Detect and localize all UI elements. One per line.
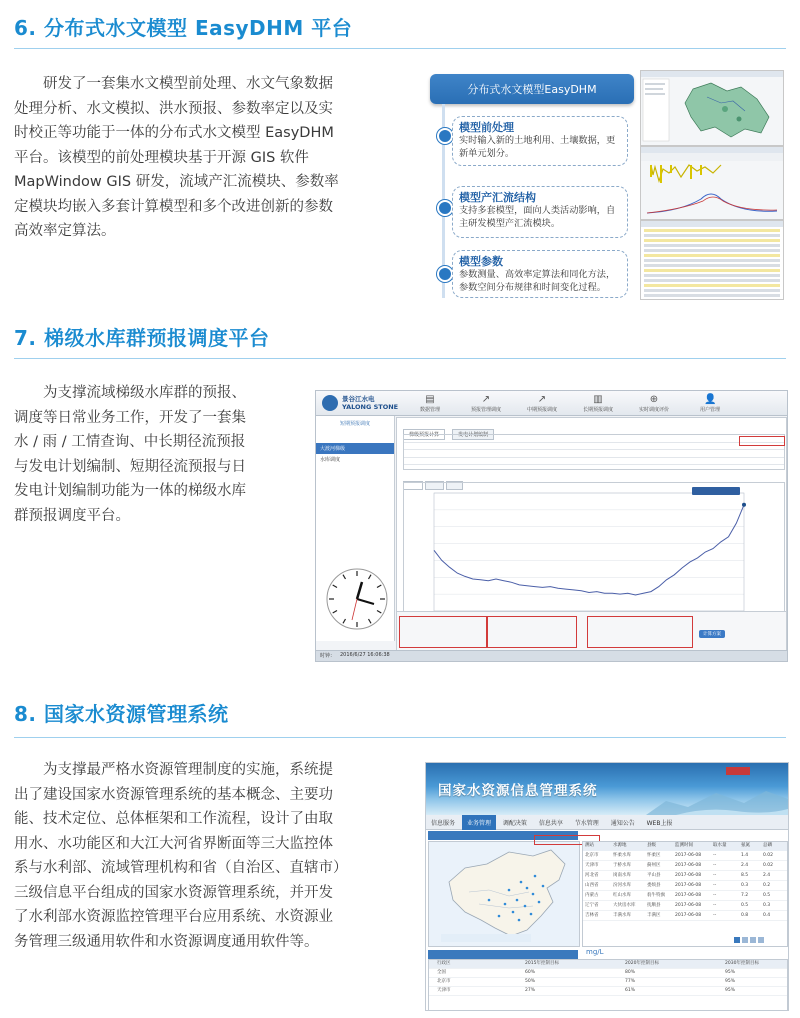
table-cell: 0.2 — [763, 883, 771, 888]
table-cell: 天津市 — [585, 863, 599, 868]
feature-heading: 模型产汇流结构 — [459, 191, 536, 204]
nav-web-report[interactable]: WEB上报 — [646, 820, 673, 827]
table-cell: 怀柔水库 — [613, 853, 631, 858]
section-paragraph-water-resources: 为支撑最严格水资源管理制度的实施，系统提 出了建设国家水资源管理系统的基本概念、主要功 能、技术定位、总体框架和工作流程，设计了由取 用水、水功能区和大江大河省界断面等三大监控体 系与水利部、流域管理机构和省（自治区、直辖市） 三级信息平台组成的国家水资源管理系统，并开发 了水利部水资源监控管理平台应用系统、水资源业 务管理三级通用软件和水资源调度通用软件等。 — [14, 762, 348, 950]
status-bar — [316, 650, 787, 661]
table-cell: 河北省 — [585, 873, 599, 878]
database-icon: ▤ — [425, 394, 435, 405]
chart-point[interactable] — [742, 503, 746, 507]
china-map[interactable] — [428, 841, 580, 947]
lower-panel-header — [428, 950, 578, 959]
pager-button[interactable] — [750, 937, 756, 943]
nav-label: 数据管理 — [419, 407, 440, 413]
table-cell: 2017-06-08 — [675, 873, 702, 878]
parameter-table-screenshot — [640, 220, 784, 300]
table-cell: 50% — [525, 979, 536, 984]
nav-evaluation[interactable] — [624, 394, 684, 413]
table-cell: 77% — [625, 979, 636, 984]
table-cell: 95% — [725, 970, 736, 975]
nav-label: 预报管理调度 — [470, 407, 501, 413]
timeline-dot — [437, 128, 453, 144]
table-cell: 山西省 — [585, 883, 599, 888]
nav-business[interactable]: 业务管理 — [462, 815, 496, 830]
table-header — [583, 842, 787, 851]
left-item-reservoir[interactable]: 水库调度 — [320, 457, 341, 463]
table-cell: 内蒙古 — [585, 893, 599, 898]
easydhm-screenshots — [636, 68, 786, 300]
target-icon: ⊕ — [649, 394, 659, 405]
timeline-dot — [437, 200, 453, 216]
nav-data[interactable] — [400, 394, 460, 413]
table-cell: -- — [713, 853, 717, 858]
feature-text: 参数测量、高效率定算法和同化方法，参数空间分布规律和时间变化过程。 — [459, 269, 616, 293]
table-cell: 丰满水库 — [613, 913, 631, 918]
section-title-easydhm: 6. 分布式水文模型 EasyDHM 平台 — [14, 16, 353, 40]
table-cell: 汾河水库 — [613, 883, 631, 888]
table-cell: 于桥水库 — [613, 863, 631, 868]
user-icon: 👤 — [704, 394, 717, 405]
table-cell: 0.02 — [763, 853, 774, 858]
china-map-icon — [429, 842, 579, 946]
table-cell: 2017-06-08 — [675, 883, 702, 888]
control-panel — [396, 611, 787, 651]
table-cell: 天津市 — [437, 988, 451, 993]
left-panel-title: 短期预报调度 — [339, 421, 370, 427]
water-management-screenshot — [425, 762, 789, 1011]
section-divider — [14, 358, 786, 359]
target-table-header — [429, 960, 787, 969]
table-cell: 怀柔区 — [647, 853, 661, 858]
table-cell: 红山水库 — [613, 893, 631, 898]
table-cell: 95% — [725, 988, 736, 993]
column-header: 行政区 — [437, 961, 451, 966]
table-cell: 0.3 — [763, 903, 771, 908]
table-cell: 北京市 — [437, 979, 451, 984]
table-row[interactable] — [583, 881, 787, 891]
chart-plot-area — [434, 493, 744, 611]
table-body — [583, 851, 787, 921]
nav-label: 中期预报调度 — [526, 407, 557, 413]
table-cell: 95% — [725, 979, 736, 984]
column-header: 监测时间 — [675, 843, 693, 848]
tab-plan[interactable]: 发电计划编制 — [452, 429, 494, 440]
table-cell: -- — [713, 903, 717, 908]
station-settings[interactable] — [487, 616, 577, 648]
system-header — [426, 763, 788, 815]
company-name-en: YALONG STONE — [342, 403, 399, 411]
nav-forecast[interactable] — [456, 394, 516, 413]
company-name — [342, 395, 398, 411]
chart-tooltip — [692, 487, 740, 495]
table-cell: 大伙房水库 — [613, 903, 636, 908]
line-chart-icon: ↗ — [481, 394, 491, 405]
column-header: 水源地 — [613, 843, 627, 848]
section-divider — [14, 737, 786, 738]
status-datetime: 2016/6/27 16:06:38 — [340, 652, 390, 658]
table-row[interactable] — [429, 969, 787, 978]
table-cell: -- — [713, 873, 717, 878]
table-cell: 27% — [525, 988, 536, 993]
nav-users[interactable] — [680, 394, 740, 413]
status-label: 时钟： — [320, 653, 336, 659]
nav-label: 用户管理 — [699, 407, 720, 413]
pager-button[interactable] — [758, 937, 764, 943]
system-title: 国家水资源信息管理系统 — [438, 783, 598, 799]
table-cell: 平山县 — [647, 873, 661, 878]
table-row[interactable] — [583, 851, 787, 861]
monitoring-table — [582, 841, 788, 947]
table-cell: 北京市 — [585, 853, 599, 858]
easydhm-figure — [420, 68, 786, 300]
feature-text: 支持多套模型，面向人类活动影响，自主研发模型产汇流模块。 — [459, 205, 616, 229]
table-cell: 蓟州区 — [647, 863, 661, 868]
table-cell: 8.5 — [741, 873, 749, 878]
column-header: 2020年控制目标 — [625, 961, 659, 966]
nav-water-saving[interactable]: 节水管理 — [574, 820, 599, 827]
table-cell: 娄烦县 — [647, 883, 661, 888]
chart-series-line — [434, 505, 744, 595]
hydrograph-screenshot — [640, 146, 784, 220]
column-header: 总磷 — [763, 843, 772, 848]
table-row[interactable] — [583, 871, 787, 881]
column-header: 县级 — [647, 843, 656, 848]
map-screenshot — [640, 70, 784, 146]
basin-map-icon — [641, 77, 783, 145]
section-paragraph-easydhm: 研发了一套集水文模型前处理、水文气象数据 处理分析、水文模拟、洪水预报、参数率定以及实 时校正等功能于一体的分布式水文模型 EasyDHM 平台。该模型的前处理模块基于开源 GIS 软件 MapWindow GIS 研发，流域产汇流模块、参数率 定模块均嵌入多套计算模型和多个改进创新的参数 高效率定算法。 — [14, 76, 339, 239]
unit-label: mg/L — [586, 948, 604, 956]
feature-box-preprocess — [452, 116, 628, 166]
table-cell: 2017-06-08 — [675, 863, 702, 868]
table-cell: 2.4 — [763, 873, 771, 878]
table-cell: -- — [713, 913, 717, 918]
nav-sharing[interactable]: 信息共享 — [538, 820, 563, 827]
section-title-reservoir: 7. 梯级水库群预报调度平台 — [14, 326, 270, 350]
table-cell: 60% — [525, 970, 536, 975]
table-cell: 0.4 — [763, 913, 771, 918]
column-header: 取水量 — [713, 843, 727, 848]
table-row[interactable] — [583, 861, 787, 871]
analog-clock-icon — [322, 564, 392, 634]
table-cell: 丰满区 — [647, 913, 661, 918]
table-row[interactable] — [429, 978, 787, 987]
nav-info-service[interactable]: 信息服务 — [431, 820, 456, 827]
table-row[interactable] — [583, 901, 787, 911]
reservoir-dispatch-screenshot — [315, 390, 788, 662]
table-cell: 2.4 — [741, 863, 749, 868]
tab-cascade-calc[interactable]: 梯级预报计算 — [403, 429, 445, 440]
bar-chart-icon: ▥ — [593, 394, 603, 405]
table-cell: 0.3 — [741, 883, 749, 888]
table-cell: 吉林省 — [585, 913, 599, 918]
target-table — [428, 959, 788, 1011]
table-cell: 辽宁省 — [585, 903, 599, 908]
table-cell: 2017-06-08 — [675, 853, 702, 858]
timeline-dot — [437, 266, 453, 282]
easydhm-banner: 分布式水文模型EasyDHM — [430, 74, 634, 104]
column-header: 2030年控制目标 — [725, 961, 759, 966]
table-cell: 2017-06-08 — [675, 913, 702, 918]
table-cell: 0.8 — [741, 913, 749, 918]
nav-label: 实时调度评价 — [638, 407, 669, 413]
table-cell: 61% — [625, 988, 636, 993]
feature-box-structure — [452, 186, 628, 238]
pager-button[interactable] — [742, 937, 748, 943]
company-logo-icon — [322, 395, 338, 411]
scheme-select[interactable] — [739, 436, 785, 446]
column-header: 测站 — [585, 843, 594, 848]
feature-box-parameters — [452, 250, 628, 298]
pager-button[interactable] — [734, 937, 740, 943]
table-cell: -- — [713, 883, 717, 888]
table-cell: -- — [713, 863, 717, 868]
line-chart-icon: ↗ — [537, 394, 547, 405]
table-cell: 7.2 — [741, 893, 749, 898]
time-settings[interactable] — [399, 616, 487, 648]
table-row[interactable] — [429, 987, 787, 996]
table-cell: 2017-06-08 — [675, 903, 702, 908]
company-name-cn: 景谷江水电 — [342, 395, 375, 403]
table-cell: 抚顺县 — [647, 903, 661, 908]
column-header: 2015年控制目标 — [525, 961, 559, 966]
table-row[interactable] — [583, 911, 787, 921]
app-toolbar — [316, 391, 787, 416]
system-nav — [426, 815, 788, 830]
table-cell: 0.5 — [763, 893, 771, 898]
table-cell: 0.5 — [741, 903, 749, 908]
table-cell: 1.4 — [741, 853, 749, 858]
left-nav-panel — [316, 416, 395, 641]
table-cell: 2017-06-08 — [675, 893, 702, 898]
nav-notices[interactable]: 通知公告 — [610, 820, 635, 827]
section-paragraph-reservoir: 为支撑流域梯级水库群的预报、 调度等日常业务工作，开发了一套集 水 / 雨 / 工情查询、中长期径流预报 与发电计划编制、短期径流预报与日 发电计划编制功能为一体的梯级水库 群预报调度平台。 — [14, 385, 246, 524]
left-item-cascade[interactable]: 大渡河梯级 — [316, 443, 394, 454]
table-cell: -- — [713, 893, 717, 898]
nav-mid-term[interactable] — [512, 394, 572, 413]
scheme-settings[interactable] — [587, 616, 693, 648]
main-workspace — [396, 417, 787, 641]
calculate-button[interactable]: 计算方案 — [699, 630, 725, 638]
feature-heading: 模型前处理 — [459, 121, 514, 134]
parameter-table — [403, 434, 785, 470]
feature-heading: 模型参数 — [459, 255, 503, 268]
nav-long-term[interactable] — [568, 394, 628, 413]
table-row[interactable] — [583, 891, 787, 901]
target-table-body — [429, 969, 787, 996]
nav-label: 长期预报调度 — [582, 407, 613, 413]
section-title-water-resources: 8. 国家水资源管理系统 — [14, 702, 229, 726]
hydrograph-chart-icon — [641, 153, 783, 219]
table-cell: 岗南水库 — [613, 873, 631, 878]
table-cell: 翁牛特旗 — [647, 893, 665, 898]
feature-text: 实时输入新的土地利用、土壤数据，更新单元划分。 — [459, 135, 616, 159]
section-divider — [14, 48, 786, 49]
table-cell: 全国 — [437, 970, 446, 975]
nav-dispatch[interactable]: 调配决策 — [502, 820, 527, 827]
column-header: 氨氮 — [741, 843, 750, 848]
table-cell: 80% — [625, 970, 636, 975]
table-cell: 0.02 — [763, 863, 774, 868]
